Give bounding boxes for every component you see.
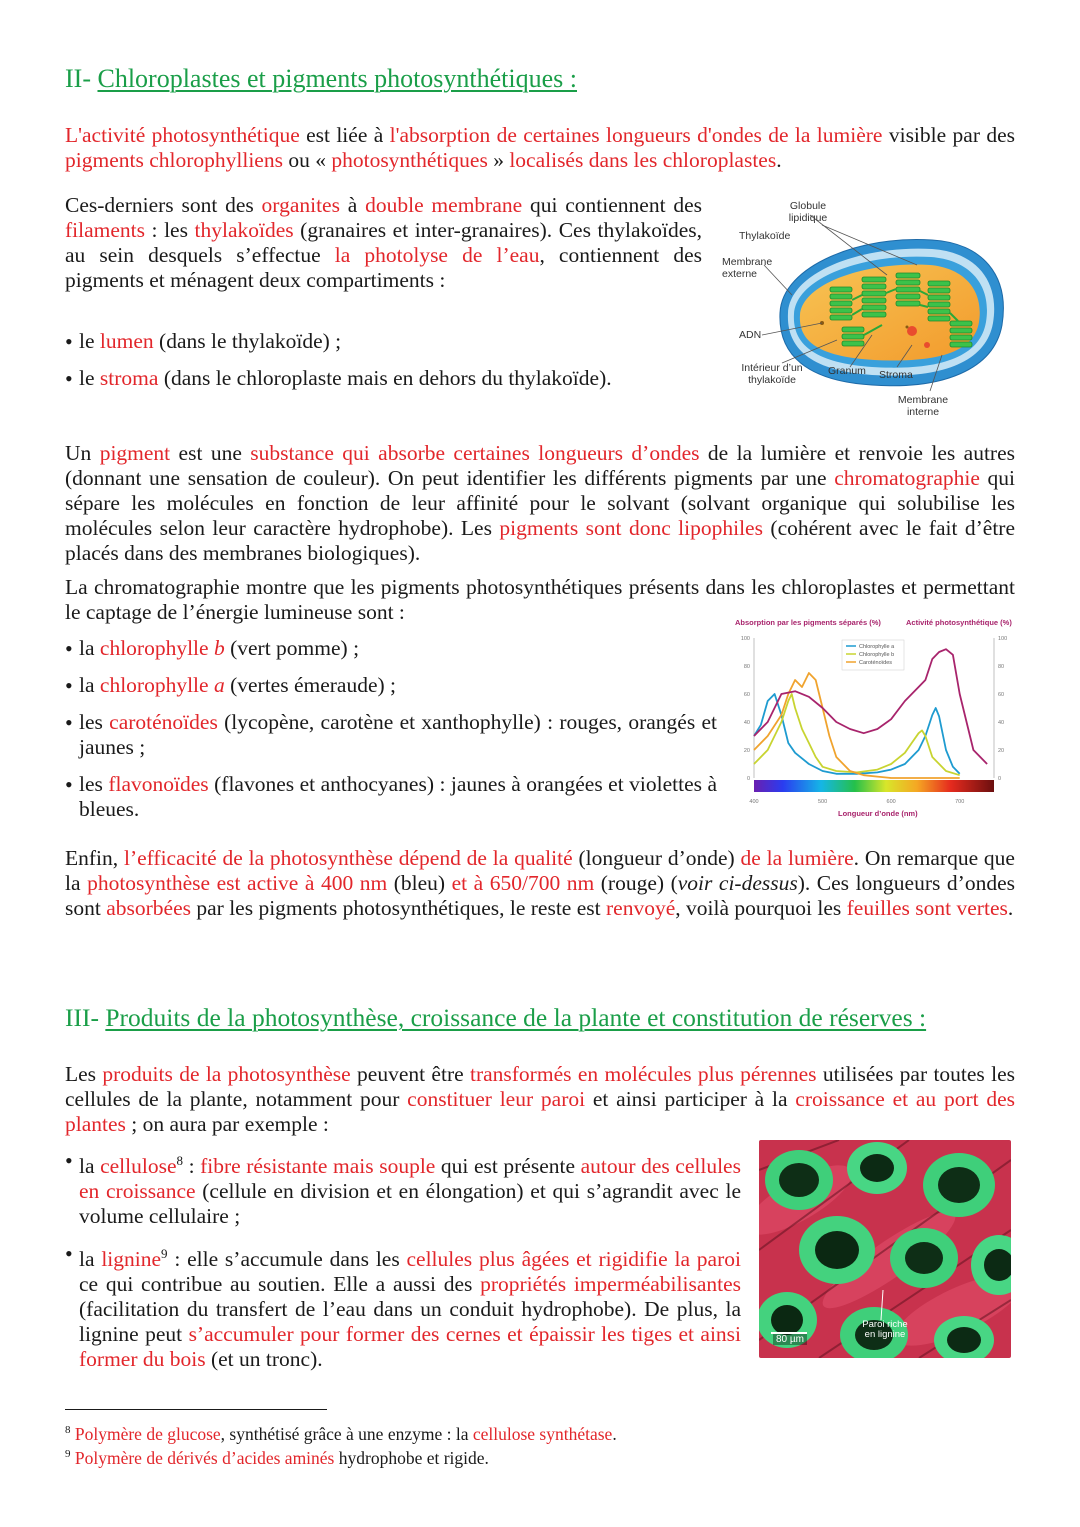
section3-title: Produits de la photosynthèse, croissance de la plante et constitution de réserves : — [105, 1003, 927, 1032]
y-tick-label-right: 80 — [998, 664, 1005, 670]
bullet-icon: • — [65, 673, 73, 698]
y-tick-label-left: 100 — [740, 636, 750, 642]
label-stroma: Stroma — [879, 369, 913, 381]
pigment-paragraph: Un pigment est une substance qui absorbe certaines longueurs d’ondes de la lumière et renvoie les autres (donnant une sensation de couleur). On peut identifier les différents pigments par une chromatographie qui sépare les molécules en fonction de leur affinité pour le solvant (solvant organique qui solubilise les molécules selon leur caractère hydrophobe). Les pigments sont donc lipophiles (cohérent avec le fait d’être placés dans des membranes biologiques). — [65, 441, 1015, 565]
spectrum-bar — [754, 780, 994, 792]
y-tick-label-left: 20 — [743, 748, 750, 754]
products-list — [65, 1148, 741, 1372]
label-interieur-thylakoide: Intérieur d’un thylakoïde — [741, 362, 803, 386]
legend-label: Chlorophylle b — [859, 652, 895, 658]
organites-paragraph: Ces-derniers sont des organites à double membrane qui contiennent des filaments : les thylakoïdes (granaires et inter-granaires). Ces thylakoïdes, au sein desquels s’effectue la photolyse de l’eau, contiennent des pigments et ménagent deux compartiments : — [65, 193, 702, 292]
label-globule-lipidique: Globule lipidique — [788, 200, 828, 224]
x-tick-label: 500 — [817, 799, 828, 805]
footnotes — [65, 1420, 1005, 1468]
y-tick-label-right: 60 — [998, 692, 1005, 698]
footnote-8: $^8$ Polymère de glucose, synthétisé grâce à une enzyme : la cellulose synthétase. — [65, 1423, 617, 1444]
y-tick-label-right: 40 — [998, 720, 1005, 726]
footnote-divider — [65, 1409, 327, 1410]
y-tick-label-right: 100 — [998, 636, 1008, 642]
bullet-icon: • — [65, 1241, 73, 1267]
y-tick-label-right: 20 — [998, 748, 1005, 754]
y-tick-label-left: 80 — [743, 664, 750, 670]
footnote-9: $^9$ Polymère de dérivés d’acides aminés hydrophobe et rigide. — [65, 1447, 489, 1468]
section3-heading — [65, 1003, 926, 1033]
list-item: • la chlorophylle b (vert pomme) ; — [65, 636, 360, 661]
bullet-icon: • — [65, 710, 73, 735]
bullet-icon: • — [65, 636, 73, 661]
chromatography-paragraph: La chromatographie montre que les pigments photosynthétiques présents dans les chloroplastes et permettant le captage de l’énergie lumineuse sont : — [65, 575, 1015, 624]
section3-intro: Les produits de la photosynthèse peuvent être transformés en molécules plus pérennes utilisées par toutes les cellules de la plante, notamment pour constituer leur paroi et ainsi participer à la croissance et au port des plantes ; on aura par exemple : — [65, 1062, 1016, 1136]
list-item-cellulose: • la cellulose$^8$ : fibre résistante mais souple qui est présente autour des cellules en croissance (cellule en division et en élongation) et qui s’agrandit avec le volume cellulaire ; — [65, 1148, 741, 1229]
list-item-lignine: • la lignine$^9$ : elle s’accumule dans les cellules plus âgées et rigidifie la paroi ce qui contribue au soutien. Elle a aussi des propriétés imperméabilisantes (facilitation du transfert de l’eau dans un conduit hydrophobe). De plus, la lignine peut s’accumuler pour former des cernes et épaissir les tiges et ainsi former du bois (et un tronc). — [65, 1241, 742, 1372]
compartments-list — [65, 329, 705, 391]
y-tick-label-left: 40 — [743, 720, 750, 726]
label-granum: Granum — [828, 365, 866, 377]
chart-ylabel-right: Activité photosynthétique (%) — [906, 618, 1012, 627]
bullet-icon: • — [65, 366, 73, 391]
absorption-chart — [730, 612, 1020, 824]
list-item: • le lumen (dans le thylakoïde) ; — [65, 329, 342, 354]
bullet-icon: • — [65, 1148, 73, 1173]
legend-label: Chlorophylle a — [859, 644, 895, 650]
scale-bar-label: 80 µm — [773, 1334, 807, 1345]
chart-xlabel: Longueur d’onde (nm) — [838, 809, 918, 818]
x-tick-label: 400 — [749, 799, 759, 805]
list-item: • les caroténoïdes (lycopène, carotène et xanthophylle) : rouges, orangés et jaunes ; — [65, 710, 717, 759]
y-tick-label-left: 60 — [743, 692, 750, 698]
y-tick-label-left: 0 — [746, 776, 750, 782]
section2-title: Chloroplastes et pigments photosynthétiques : — [97, 64, 577, 93]
section2-intro: L'activité photosynthétique est liée à l'absorption de certaines longueurs d'ondes de la lumière visible par des pigments chlorophylliens ou « photosynthétiques » localisés dans les chloroplastes. — [65, 123, 1015, 172]
section2-heading — [65, 64, 577, 94]
bullet-icon: • — [65, 329, 73, 354]
list-item: • les flavonoïdes (flavones et anthocyanes) : jaunes à orangées et violettes à bleues. — [65, 772, 718, 821]
label-adn: ADN — [739, 329, 762, 341]
legend-label: Caroténoïdes — [859, 660, 893, 666]
label-membrane-interne: Membrane interne — [897, 394, 949, 418]
x-tick-label: 600 — [886, 799, 896, 805]
list-item: • le stroma (dans le chloroplaste mais en dehors du thylakoïde). — [65, 366, 612, 391]
chloroplast-diagram — [712, 195, 1012, 425]
paroi-label: Paroi riche en lignine — [862, 1319, 908, 1340]
x-tick-label: 700 — [955, 799, 965, 805]
section3-number: III- — [65, 1003, 99, 1032]
absorption-chart-svg — [730, 612, 1020, 824]
y-tick-label-right: 0 — [998, 776, 1002, 782]
label-thylakoide: Thylakoïde — [739, 230, 791, 242]
chart-ylabel-left: Absorption par les pigments séparés (%) — [735, 618, 881, 627]
enfin-paragraph: Enfin, l’efficacité de la photosynthèse dépend de la qualité (longueur d’onde) de la lumière. On remarque que la photosynthèse est active à 400 nm (bleu) et à 650/700 nm (rouge) (voir ci-dessus). Ces longueurs d’ondes sont absorbées par les pigments photosynthétiques, le reste est renvoyé, voilà pourquoi les feuilles sont vertes. — [65, 846, 1015, 920]
lignin-micrograph — [759, 1140, 1011, 1358]
bullet-icon: • — [65, 772, 73, 797]
list-item: • la chlorophylle a (vertes émeraude) ; — [65, 673, 397, 698]
section2-number: II- — [65, 64, 91, 93]
pigments-list — [65, 636, 717, 822]
label-membrane-externe: Membrane externe — [722, 256, 773, 280]
